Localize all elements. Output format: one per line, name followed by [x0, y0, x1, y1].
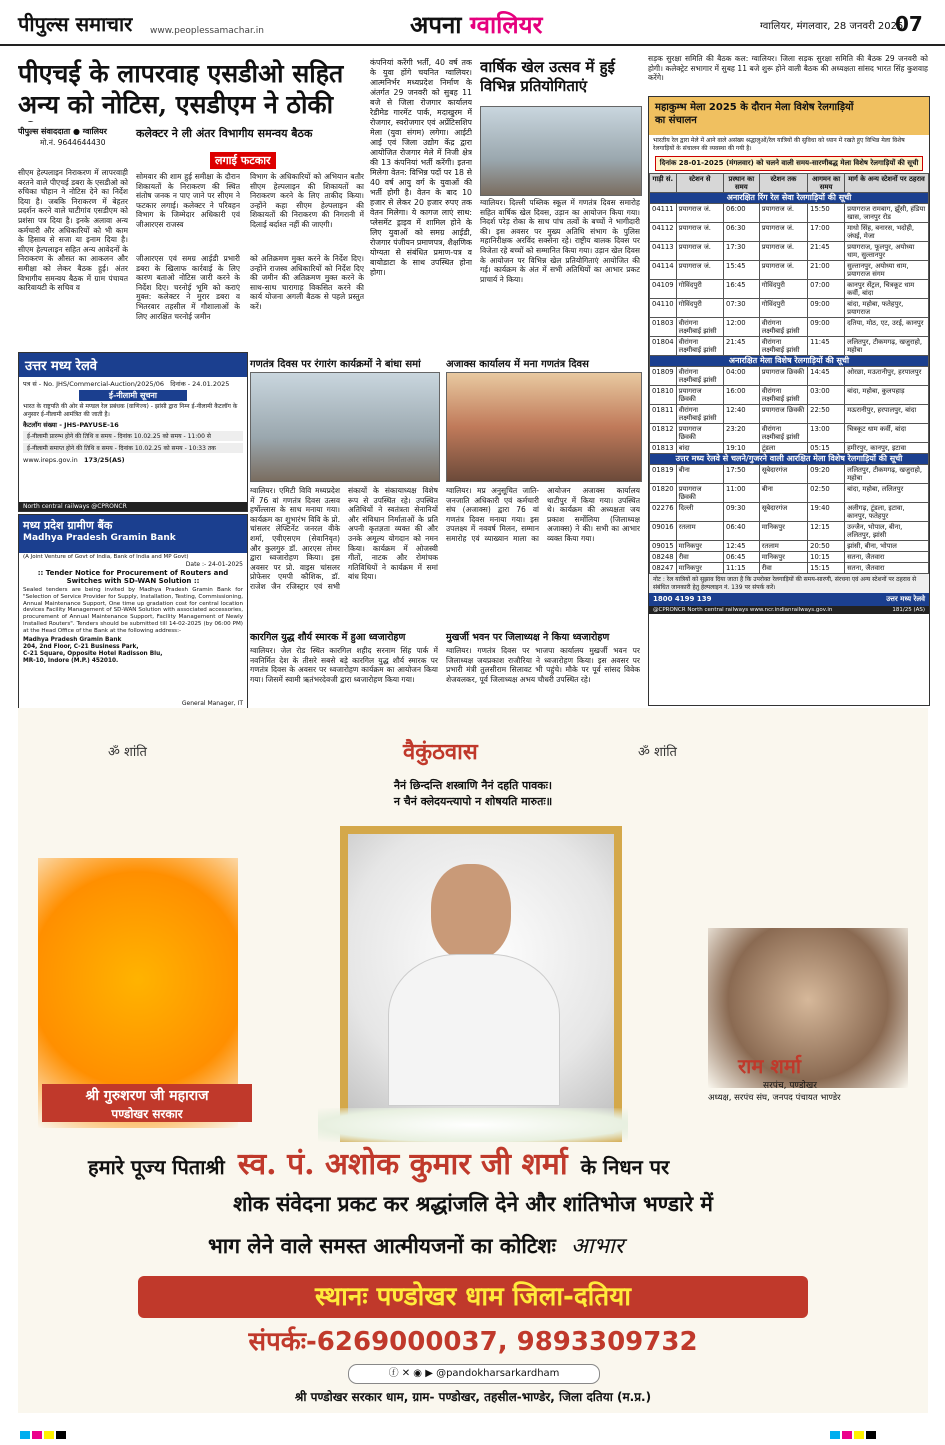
story5-headline: अजाक्स कार्यालय में मना गणतंत्र दिवस [446, 359, 589, 370]
mark-black [56, 1431, 66, 1439]
social-handle-text[interactable]: @pandokharsarkardham [436, 1368, 560, 1379]
bank-tender-title: :: Tender Notice for Procurement of Routers and Switches with SD-WAN Solution :: [37, 569, 229, 585]
table-cell: वीरांगना लक्ष्मीबाई झांसी [759, 424, 807, 443]
story1-col3: विभाग के अधिकारियों को अभियान बतौर सीएम हेल्पलाइन की शिकायतों का निराकरण करने के लिए ताकीद किया। उन्होंने कहा सीएम हेल्पलाइन की शिकायतों की निराकरण की निगरानी में दिलाई बर्दाश्त नहीं की जाएगी। [250, 172, 364, 229]
obituary-address: श्री पण्डोखर सरकार धाम, ग्राम- पण्डोखर, तहसील-भाण्डेर, जिला दतिया (म.प्र.) [294, 1390, 652, 1404]
ram-sharma-name: राम शर्मा [738, 1054, 802, 1078]
table-cell: 01819 [650, 465, 677, 484]
kumbh-helpline: 1800 4199 139 [653, 595, 712, 603]
social-icons: ⓕ ✕ ◉ ▶ [388, 1368, 437, 1379]
bank-name-en: Madhya Pradesh Gramin Bank [23, 533, 176, 543]
deceased-name: स्व. पं. अशोक कुमार जी शर्मा [237, 1147, 568, 1182]
railway-notice-ref [19, 377, 247, 390]
table-cell: 05:15 [808, 443, 845, 454]
page-number: 07 [895, 12, 923, 36]
story1-col1: सीएम हेल्पलाइन निराकरण में लापरवाही बरतने वाले पीएचई डबरा के एसडीओ को रुचिका चौहान ने नोटिस देने का निर्देश दिया है। जबकि निराकरण में बेहतर प्रदर्शन करने वाले घाटीगांव एसडीएम को प्रशंसा पत्र दिया है। इनके अलावा अन्य कर्मचारी और अधिकारियों को भी काम के हिसाब से सजा या इनाम दिया है। सीएम हेल्पलाइन सहित अन्य आवेदनों के निराकरण के औसत का आकलन और समीक्षा को लेकर बैठक हुई। अंतर विभागीय समन्वय बैठक में ग्राम पंचायत कारिवायटी के सचिव व [18, 168, 128, 293]
kumbh-headline: महाकुम्भ मेला 2025 के दौरान मेला विशेष रेलगाड़ियों का संचालन [655, 102, 854, 126]
table-cell: 16:45 [724, 280, 760, 299]
railway-handle: North central railways @CPRONCR [19, 502, 247, 511]
table-cell: सूबेदारगंज [759, 503, 807, 522]
kumbh-note: नोट : रेल यात्रियों को सुझाव दिया जाता है कि उपरोक्त रेलगाड़ियों की समय-सारणी, संरचना एवं अन्य स्टेशनों पर ठहराव से संबंधित जानकारी हेतु हेल्पलाइन नं. 139 पर संपर्क करें। [649, 574, 929, 593]
kumbh-table [649, 173, 929, 574]
table-cell: ओरछा, मऊरानीपुर, हरपालपुर [845, 367, 929, 386]
table-cell: 09015 [650, 541, 677, 552]
table-cell: 01809 [650, 367, 677, 386]
table-row [650, 465, 929, 484]
table-cell: 04111 [650, 204, 677, 223]
color-marks-left [20, 1424, 68, 1443]
bank-sign: General Manager, IT [181, 700, 243, 707]
railway-date1: ई-नीलामी प्रारम्भ होने की तिथि व समय - दिनांक 10.02.25 को समय - 11:00 से [23, 431, 243, 441]
table-cell: 11:15 [724, 563, 760, 574]
obituary-line1 [88, 1142, 888, 1183]
table-cell: चित्रकूट धाम कर्वी, बांदा [845, 424, 929, 443]
railway-site-url[interactable]: www.ireps.gov.in [23, 456, 78, 464]
table-cell: गोविंदपुरी [676, 280, 723, 299]
table-cell: 04113 [650, 242, 677, 261]
table-cell: 04:00 [724, 367, 760, 386]
table-cell: गोविंदपुरी [759, 280, 807, 299]
table-cell: रीवा [676, 552, 723, 563]
story1-subhead: कलेक्टर ने ली अंतर विभागीय समन्वय बैठक [136, 127, 313, 140]
railway-auction-notice [18, 352, 248, 512]
table-cell: माधो सिंह, बनारस, भदोही, जंघई, मेजा [845, 223, 929, 242]
table-cell: 12:40 [724, 405, 760, 424]
table-cell: 01813 [650, 443, 677, 454]
table-row [650, 443, 929, 454]
table-row [650, 223, 929, 242]
story1-headline: पीएचई के लापरवाह एसडीओ सहित अन्य को नोटिस, एसडीएम ने ठोकी [18, 59, 344, 119]
table-cell: 07:30 [724, 299, 760, 318]
amity-flag-photo [250, 372, 440, 482]
table-cell: बीना [676, 465, 723, 484]
table-cell: बीना [759, 484, 807, 503]
railway-catalog: कैटलॉग संख्या - JHS-PAYUSE-16 [23, 421, 119, 429]
kumbh-handle: @CPRONCR North central railways www.ncr.indianrailways.gov.in [653, 607, 833, 613]
table-row [650, 405, 929, 424]
table-cell: 17:30 [724, 242, 760, 261]
table-cell: वीरांगना लक्ष्मीबाई झांसी [676, 367, 723, 386]
table-cell: 04112 [650, 223, 677, 242]
table-cell: 17:00 [808, 223, 845, 242]
story2-body: कंपनियां करेंगी भर्ती, 40 वर्ष तक के युवा होंगे चयनित ग्वालियर। आत्मनिर्भर मध्यप्रदेश निर्माण के अंतर्गत 29 जनवरी को सुबह 11 बजे से जिला रोजगार कार्यालय रेडीमेड गारमेंट पार्क, मदाखुरम में रोजगार, स्वरोजगार एवं अप्रेंटिसशिप मेला (युवा संगम) लगेगा। आईटी आई एवं जिला उद्योग केंद्र द्वारा आयोजित रोजगार मेले में निजी क्षेत्र की 13 कंपनियां भर्ती करेंगी। इतना मिलेगा वेतन: विभिन्न पदों पर 18 से 40 वर्ष आयु वर्ग के युवाओं की भर्ती होगी है। वेतन के बाद 10 हजार से लेकर 20 हजार रुपए तक वेतन मिलेगा। ये कागज लाएं साथ: प्लेसमेंट ड्राइव में शामिल होने के लिए युवाओं को समग्र आईडी, रोजगार पंजीयन प्रमाणपत्र, शैक्षणिक योग्यता से संबंधित प्रमाण-पत्र व बायोडाटा के साथ उपस्थित होना होगा। [370, 58, 472, 277]
table-row [650, 503, 929, 522]
kumbh-intro: भारतीय रेल द्वारा मेले में आने वाले असंख्य श्रद्धालुओं/रेल यात्रियों की सुविधा को ध्यान में रखते हुए विभिन्न मेला विशेष रेलगाड़ियों के संचालन की व्यवस्था की गयी है। [653, 137, 905, 152]
table-cell: 23:20 [724, 424, 760, 443]
table-cell: 04109 [650, 280, 677, 299]
mark-cyan-r [830, 1431, 840, 1439]
bank-addr4: MR-10, Indore (M.P.) 452010. [23, 657, 119, 664]
bank-addr1: Madhya Pradesh Gramin Bank [23, 636, 122, 643]
line1-pre: हमारे पूज्य पिताश्री [88, 1155, 225, 1179]
ram-sharma-title1: सरपंच, पण्डोखर [763, 1081, 817, 1091]
table-cell: 04114 [650, 261, 677, 280]
table-cell: वीरांगना लक्ष्मीबाई झांसी [759, 318, 807, 337]
line3-text: भाग लेने वाले समस्त आत्मीयजनों का कोटिशः [208, 1234, 556, 1258]
registration-marks [0, 1418, 945, 1445]
story4-headline: गणतंत्र दिवस पर रंगारंग कार्यक्रमों ने बांधा समां [250, 359, 421, 370]
kumbh-footer [649, 593, 929, 606]
table-cell: 01804 [650, 337, 677, 356]
table-cell: प्रयागराज छिवकी [759, 405, 807, 424]
color-marks-right [830, 1424, 878, 1443]
story5-body: ग्वालियर। मप्र अनुसूचित जाति-जनजाति अधिकारी एवं कर्मचारी संघ (अजाक्स) द्वारा 76 वां गणतंत्र दिवस मनाया गया। इस उपलक्ष्य में नववर्ष मिलन, सम्मान समारोह एवं व्याख्यान माला का आयोजन अजाक्स कार्यालय थाटीपुर में किया गया। उपस्थित थे। कार्यक्रम की अध्यक्षता जय प्रकाश सर्मोलिया (जिलाध्यक्ष अजाक्स) ने की। सभी का आभार व्यक्त किया गया। [446, 486, 640, 543]
bank-sub: (A Joint Venture of Govt of India, Bank of India and MP Govt) [23, 554, 189, 560]
table-cell: 14:45 [808, 367, 845, 386]
railway-notice-body: भारत के राष्ट्रपति की ओर से मण्डल रेल प्रबंधक (वाणिज्य) - झांसी द्वारा निम्न ई-नीलामी कैटलॉग के अनुसार ई-नीलामी आमंत्रित की जाती है। [23, 403, 238, 418]
flower-garland [318, 1108, 628, 1142]
table-cell: 15:50 [808, 204, 845, 223]
table-cell: 12:15 [808, 522, 845, 541]
dateline: ग्वालियर, मंगलवार, 28 जनवरी 2025 [760, 21, 904, 32]
table-cell: 01811 [650, 405, 677, 424]
obituary-advertisement [18, 708, 928, 1413]
railway-ref: पत्र सं - No. JHS/Commercial-Auction/2025/06 [23, 380, 165, 388]
table-cell: 09:00 [808, 318, 845, 337]
table-cell: प्रयागराज छिवकी [676, 386, 723, 405]
table-cell: सूबेदारगंज [759, 465, 807, 484]
table-row [650, 386, 929, 405]
mark-yellow-r [854, 1431, 864, 1439]
table-cell: प्रयागराज छिवकी [759, 367, 807, 386]
table-cell: 06:30 [724, 223, 760, 242]
section-title: अनारक्षित रिंग रेल सेवा रेलगाड़ियों की सूची [650, 193, 929, 204]
bank-address [19, 636, 247, 666]
col-train-no: गाड़ी सं. [650, 174, 677, 193]
table-cell: वीरांगना लक्ष्मीबाई झांसी [759, 386, 807, 405]
table-cell: कानपुर सेंट्रल, चित्रकूट धाम कर्वी, बांदा [845, 280, 929, 299]
table-cell: दतिया, मोठ, एट, उरई, कानपुर [845, 318, 929, 337]
table-row [650, 484, 929, 503]
table-cell: 01810 [650, 386, 677, 405]
table-cell: 06:00 [724, 204, 760, 223]
table-cell: प्रयागराज छिवकी [676, 484, 723, 503]
table-cell: प्रयागराज जं. [676, 204, 723, 223]
obituary-line3 [208, 1230, 624, 1260]
table-cell: 06:40 [724, 522, 760, 541]
table-cell: झांसी, बीना, भोपाल [845, 541, 929, 552]
portrait-body [388, 954, 560, 1106]
table-cell: मानिकपुर [759, 522, 807, 541]
railway-notice-title: उत्तर मध्य रेलवे [19, 353, 247, 377]
railway-code: 173/25(AS) [83, 456, 125, 464]
table-cell: 21:45 [808, 242, 845, 261]
col-arr: आगमन का समय [808, 174, 845, 193]
table-cell: वीरांगना लक्ष्मीबाई झांसी [676, 318, 723, 337]
table-cell: मानिकपुर [676, 541, 723, 552]
aabhar-text: आभार [571, 1234, 624, 1259]
table-cell: 08247 [650, 563, 677, 574]
guru-title: पण्डोखर सरकार [42, 1105, 252, 1122]
table-cell: 02:50 [808, 484, 845, 503]
table-cell: वीरांगना लक्ष्मीबाई झांसी [759, 337, 807, 356]
bank-tender-notice [18, 514, 248, 710]
table-cell: 09:00 [808, 299, 845, 318]
kumbh-handle-bar [649, 606, 929, 614]
table-cell: 01803 [650, 318, 677, 337]
mark-yellow [44, 1431, 54, 1439]
table-cell: 09:30 [724, 503, 760, 522]
obituary-line2: शोक संवेदना प्रकट कर श्रद्धांजलि देने और शांतिभोज भण्डारे में [233, 1192, 713, 1216]
portrait-frame [340, 826, 622, 1142]
railway-date2: ई-नीलामी समाप्त होने की तिथि व समय - दिनांक 10.02.25 को समय - 10:33 तक [23, 443, 243, 453]
table-section-header [650, 193, 929, 204]
table-cell: उज्जैन, भोपाल, बीना, ललितपुर, झांसी [845, 522, 929, 541]
story8-intro: सड़क सुरक्षा समिति की बैठक कल: ग्वालियर। जिला सड़क सुरक्षा समिति की बैठक 29 जनवरी को होगी। कलेक्ट्रेट सभागार में सुबह 11 बजे शुरू होने वाली बैठक की अध्यक्षता सांसद भारत सिंह कुशवाह करेंगे। [648, 54, 928, 83]
railway-date: दिनांक - 24.01.2025 [170, 380, 230, 388]
table-cell: गोविंदपुरी [676, 299, 723, 318]
story6-body: ग्वालियर। जेल रोड स्थित कारगिल शहीद सरनाम सिंह पार्क में नवनिर्मित देश के तीसरे सबसे बड़े कारगिल युद्ध शौर्य स्मारक पर गणतंत्र दिवस के अवसर पर ध्वजारोहण कार्यक्रम का आयोजन किया गया। जिसमें स्वामी ऋतंभरदेवजी द्वारा ध्वजारोहण किया गया। [250, 646, 438, 684]
table-row [650, 280, 929, 299]
table-cell: 11:00 [724, 484, 760, 503]
table-section-header [650, 454, 929, 465]
story4-body: ग्वालियर। एमिटी विवि मध्यप्रदेश में 76 वां गणतंत्र दिवस उत्सव हर्षोल्लास के साथ मनाया गया। कार्यक्रम का शुभारंभ विवि के प्रो. चांसलर लेफ्टिनेंट जनरल वीके शर्मा, एवीएसएम (सेवानिवृत) और कुलगुरु डॉ. आरएस तोमर द्वारा ध्वजारोहण किया। इस अवसर पर प्रो. वाइस चांसलर प्रोफेसर एमपी कौशिक, डॉ. राजेश जैन रजिस्ट्रार एवं सभी संकायों के संकायाध्यक्ष विशेष रूप से उपस्थित रहे। उपस्थित अतिथियों ने स्वतंत्रता सेनानियों और संविधान निर्माताओं के प्रति अपनी कृतज्ञता व्यक्त की और उनके अमूल्य योगदान को नमन किया। कार्यक्रम में ओजस्वी गीतों, नाटक और रोमांचक गतिविधियों ने कार्यक्रम में समां बांध दिया। [250, 486, 438, 591]
portrait-face [431, 864, 511, 960]
table-row [650, 552, 929, 563]
table-cell: 19:40 [808, 503, 845, 522]
bank-addr3: C-21 Square, Opposite Hotel Radisson Blu, [23, 650, 163, 657]
table-cell: रतलाम [676, 522, 723, 541]
table-cell: मानिकपुर [676, 563, 723, 574]
bank-header [19, 515, 247, 553]
table-cell: वीरांगना लक्ष्मीबाई झांसी [676, 337, 723, 356]
line1-post: के निधन पर [580, 1155, 670, 1179]
table-cell: 12:45 [724, 541, 760, 552]
table-cell: प्रयागराज रामबाग, झूँसी, हंडिया खास, जानपुर रोड [845, 204, 929, 223]
table-cell: 07:00 [808, 280, 845, 299]
kumbh-table-body [650, 193, 929, 574]
story7-body: ग्वालियर। गणतंत्र दिवस पर भाजपा कार्यालय मुखर्जी भवन पर जिलाध्यक्ष जयप्रकाश राजौरिया ने ध्वजारोहण किया। इस अवसर पर प्रभारी मंत्री तुलसीराम सिलावट भी पहुंचे। मौके पर पूर्व सांसद विवेक शेजवलकर, पूर्व जिलाध्यक्ष अभय चौधरी उपस्थित रहे। [446, 646, 640, 684]
table-row [650, 337, 929, 356]
table-cell: प्रयागराज छिवकी [676, 424, 723, 443]
table-cell: 01820 [650, 484, 677, 503]
table-cell: 12:00 [724, 318, 760, 337]
kumbh-code: 181/25 (AS) [892, 607, 925, 613]
story1-col5: को अतिक्रमण मुक्त करने के निर्देश दिए। उन्होंने राजस्व अधिकारियों को निर्देश दिए की जमीन की अतिक्रमण मुक्त करने के साथ-साथ चारागाह विकसित करने की कार्य योजना अगली बैठक से पहले प्रस्तुत करें। [250, 254, 364, 311]
bank-addr2: 204, 2nd Floor, C-21 Business Park, [23, 643, 139, 650]
table-cell: 08248 [650, 552, 677, 563]
table-cell: 09:20 [808, 465, 845, 484]
story3-headline: वार्षिक खेल उत्सव में हुई विभिन्न प्रतियोगिताएं [480, 58, 615, 95]
table-cell: बांदा, महोबा, कुलपहाड़ [845, 386, 929, 405]
site-url: www.peoplessamachar.in [150, 26, 264, 36]
story6-headline: कारगिल युद्ध शौर्य स्मारक में हुआ ध्वजारोहण [250, 632, 406, 643]
kumbh-header [649, 97, 929, 135]
table-cell: रीवा [759, 563, 807, 574]
table-cell: 22:50 [808, 405, 845, 424]
table-cell: 11:45 [808, 337, 845, 356]
table-cell: प्रयागराज जं. [759, 242, 807, 261]
table-cell: 06:45 [724, 552, 760, 563]
story1-mobile: मो.नं. 9644644430 [40, 138, 106, 147]
table-cell: प्रयागराज जं. [676, 261, 723, 280]
shloka-line1: नैनं छिन्दन्ति शस्त्राणि नैनं दहति पावकः। [393, 779, 553, 792]
table-cell: प्रयागराज जं. [759, 261, 807, 280]
kumbh-date-banner: दिनांक 28-01-2025 (मंगलवार) को चलने वाली समय-सारणीबद्ध मेला विशेष रेलगाड़ियों की सूची [655, 156, 923, 171]
col-to: स्टेशन तक [759, 174, 807, 193]
table-cell: 16:00 [724, 386, 760, 405]
table-cell: प्रयागराज, फूलपुर, अयोध्या धाम, सुल्तानपुर [845, 242, 929, 261]
section-title [410, 8, 542, 41]
story1-col4: जीआरएस एवं समग्र आईडी प्रभारी डबरा के खिलाफ कार्रवाई के लिए कारण बताओ नोटिस जारी करने के निर्देश दिए। चरनोई भूमि को कराएं मुक्त: कलेक्टर ने मुरार डबरा व भितरवार तहसील में गौशालाओं के लिए आरक्षित चरनोई जमीन [136, 254, 240, 321]
section-title: उत्तर मध्य रेलवे से चलने/गुजरने वाली आरक्षित मेला विशेष रेलगाड़ियों की सूची [650, 454, 929, 465]
story7-headline: मुखर्जी भवन पर जिलाध्यक्ष ने किया ध्वजारोहण [446, 632, 610, 643]
contact-text[interactable]: संपर्कः-6269000037, 9893309732 [248, 1327, 698, 1357]
table-cell: अलीगढ़, टूंडला, इटावा, कानपुर, फतेहपुर [845, 503, 929, 522]
table-cell: 09016 [650, 522, 677, 541]
table-row [650, 242, 929, 261]
ajaks-event-photo [446, 372, 642, 482]
table-cell: हमीरपुर, कानपुर, इटावा [845, 443, 929, 454]
om-left: ॐ शांति [108, 745, 147, 760]
table-row [650, 522, 929, 541]
table-cell: 21:45 [724, 337, 760, 356]
mark-cyan [20, 1431, 30, 1439]
table-cell: दिल्ली [676, 503, 723, 522]
newspaper-logo: पीपुल्स समाचार [18, 12, 133, 36]
masthead [0, 0, 945, 46]
story1-byline: पीपुल्स संवाददाता ● ग्वालियर [18, 127, 107, 136]
table-cell: प्रयागराज जं. [759, 204, 807, 223]
venue-text: स्थानः पण्डोखर धाम जिला-दतिया [314, 1282, 632, 1312]
sports-day-photo [480, 106, 642, 196]
table-cell: सतना, जैतवारा [845, 563, 929, 574]
section-title: अनारक्षित मेला विशेष रेलगाड़ियों की सूची [650, 356, 929, 367]
table-cell: 10:15 [808, 552, 845, 563]
guru-name: श्री गुरुशरण जी महाराज [42, 1084, 252, 1107]
table-cell: गोविंदपुरी [759, 299, 807, 318]
kumbh-train-notice [648, 96, 930, 706]
table-cell: 20:50 [808, 541, 845, 552]
section-name: ग्वालियर [469, 10, 543, 39]
table-cell: वीरांगना लक्ष्मीबाई झांसी [676, 405, 723, 424]
table-row [650, 563, 929, 574]
table-cell: 13:00 [808, 424, 845, 443]
social-handle[interactable] [348, 1364, 600, 1384]
table-cell: बांदा [676, 443, 723, 454]
table-cell: 01812 [650, 424, 677, 443]
table-cell: बांदा, महोबा, ललितपुर [845, 484, 929, 503]
table-cell: 19:10 [724, 443, 760, 454]
col-dep: प्रस्थान का समय [724, 174, 760, 193]
obituary-title: वैकुंठवास [403, 739, 478, 765]
table-cell: टूंडला [759, 443, 807, 454]
bank-body: Sealed tenders are being invited by Madhya Pradesh Gramin Bank for "Selection of Service Provider for Supply, Installation, Testing, Commissioning, Annual Maintenance Support, One time up gradation cost for central location devices Facility Management of SD-WAN Solution with associated accessories, procurement of Annual Maintenance Support, Facility Management of Newly Installed Routers". Tenders should be submitted till 14-02-2025 (by 06:00 PM) at the Head Office of the Bank at the following address:- [23, 587, 243, 634]
story3-body: ग्वालियर। दिल्ली पब्लिक स्कूल में गणतंत्र दिवस समारोह सहित वार्षिक खेल दिवस, उड़ान का आयोजन किया गया। निदर्श परेड़ रोका के साथ पांच तत्वों के बच्चों ने भागीदारी की। इस अवसर पर मुख्य अतिथि संभाग के पुलिस महानिरीक्षक अरविंद सक्सेना रहे। राष्ट्रीय बालक दिवस पर विजेता रहे बच्चों को सम्मानित किया गया। उड़ान खेल दिवस के आयोजन पर विभिन्न खेल प्रतियोगिताएं आयोजित की गई। कार्यक्रम के अंत में सभी अतिथियों का आभार प्रकट प्राचार्य ने किया। [480, 198, 640, 284]
railway-notice-label: ई-नीलामी सूचना [79, 390, 187, 401]
kumbh-brand: उत्तर मध्य रेलवे [886, 595, 925, 603]
table-cell: सतना, जैतवारा [845, 552, 929, 563]
table-cell: 15:45 [724, 261, 760, 280]
table-row [650, 204, 929, 223]
table-cell: प्रयागराज जं. [676, 242, 723, 261]
table-cell: मानिकपुर [759, 552, 807, 563]
table-cell: मऊरानीपुर, हरपालपुर, बांदा [845, 405, 929, 424]
story1-subhead-badge: लगाई फटकार [210, 152, 276, 169]
mark-magenta-r [842, 1431, 852, 1439]
table-cell: 02276 [650, 503, 677, 522]
section-prefix: अपना [410, 10, 462, 39]
table-section-header [650, 356, 929, 367]
story1-col2: सोमवार की शाम हुई समीक्षा के दौरान शिकायतों के निराकरण की स्थित संतोष जनक न पाए जाने पर सीएम ने फटकार लगाई। कलेक्टर ने परिवहन विभाग के जिम्मेदार अधिकारी एवं जीआरएस राजस्व [136, 172, 240, 229]
bank-name-hi: मध्य प्रदेश ग्रामीण बैंक [23, 519, 113, 532]
table-cell: ललितपुर, टीकमगढ़, खजुराहो, महोबा [845, 465, 929, 484]
table-cell: सुल्तानपुर, अयोध्या धाम, प्रयागराज संगम [845, 261, 929, 280]
kumbh-table-header [650, 174, 929, 193]
shloka-line2: न चैनं क्लेदयन्त्यापो न शोषयति मारुतः॥ [393, 795, 553, 808]
table-row [650, 541, 929, 552]
col-from: स्टेशन से [676, 174, 723, 193]
table-cell: 17:50 [724, 465, 760, 484]
table-row [650, 299, 929, 318]
col-stops: मार्ग के अन्य स्टेशनों पर ठहराव [845, 174, 929, 193]
table-cell: ललितपुर, टीकमगढ़, खजुराहो, महोबा [845, 337, 929, 356]
ram-sharma-title2: अध्यक्ष, सरपंच संघ, जनपद पंचायत भाण्डेर [708, 1093, 841, 1103]
table-row [650, 367, 929, 386]
railway-site[interactable] [19, 455, 247, 465]
mark-magenta [32, 1431, 42, 1439]
venue-banner [138, 1276, 808, 1318]
table-row [650, 424, 929, 443]
table-row [650, 318, 929, 337]
table-cell: बांदा, महोबा, फतेहपुर, प्रयागराज [845, 299, 929, 318]
table-cell: 21:00 [808, 261, 845, 280]
table-cell: प्रयागराज जं. [759, 223, 807, 242]
om-right: ॐ शांति [638, 745, 677, 760]
mark-black-r [866, 1431, 876, 1439]
table-cell: 15:15 [808, 563, 845, 574]
table-cell: 03:00 [808, 386, 845, 405]
table-cell: प्रयागराज जं. [676, 223, 723, 242]
table-cell: 04110 [650, 299, 677, 318]
table-cell: रतलाम [759, 541, 807, 552]
bank-date: Date :- 24-01-2025 [185, 561, 243, 568]
table-row [650, 261, 929, 280]
